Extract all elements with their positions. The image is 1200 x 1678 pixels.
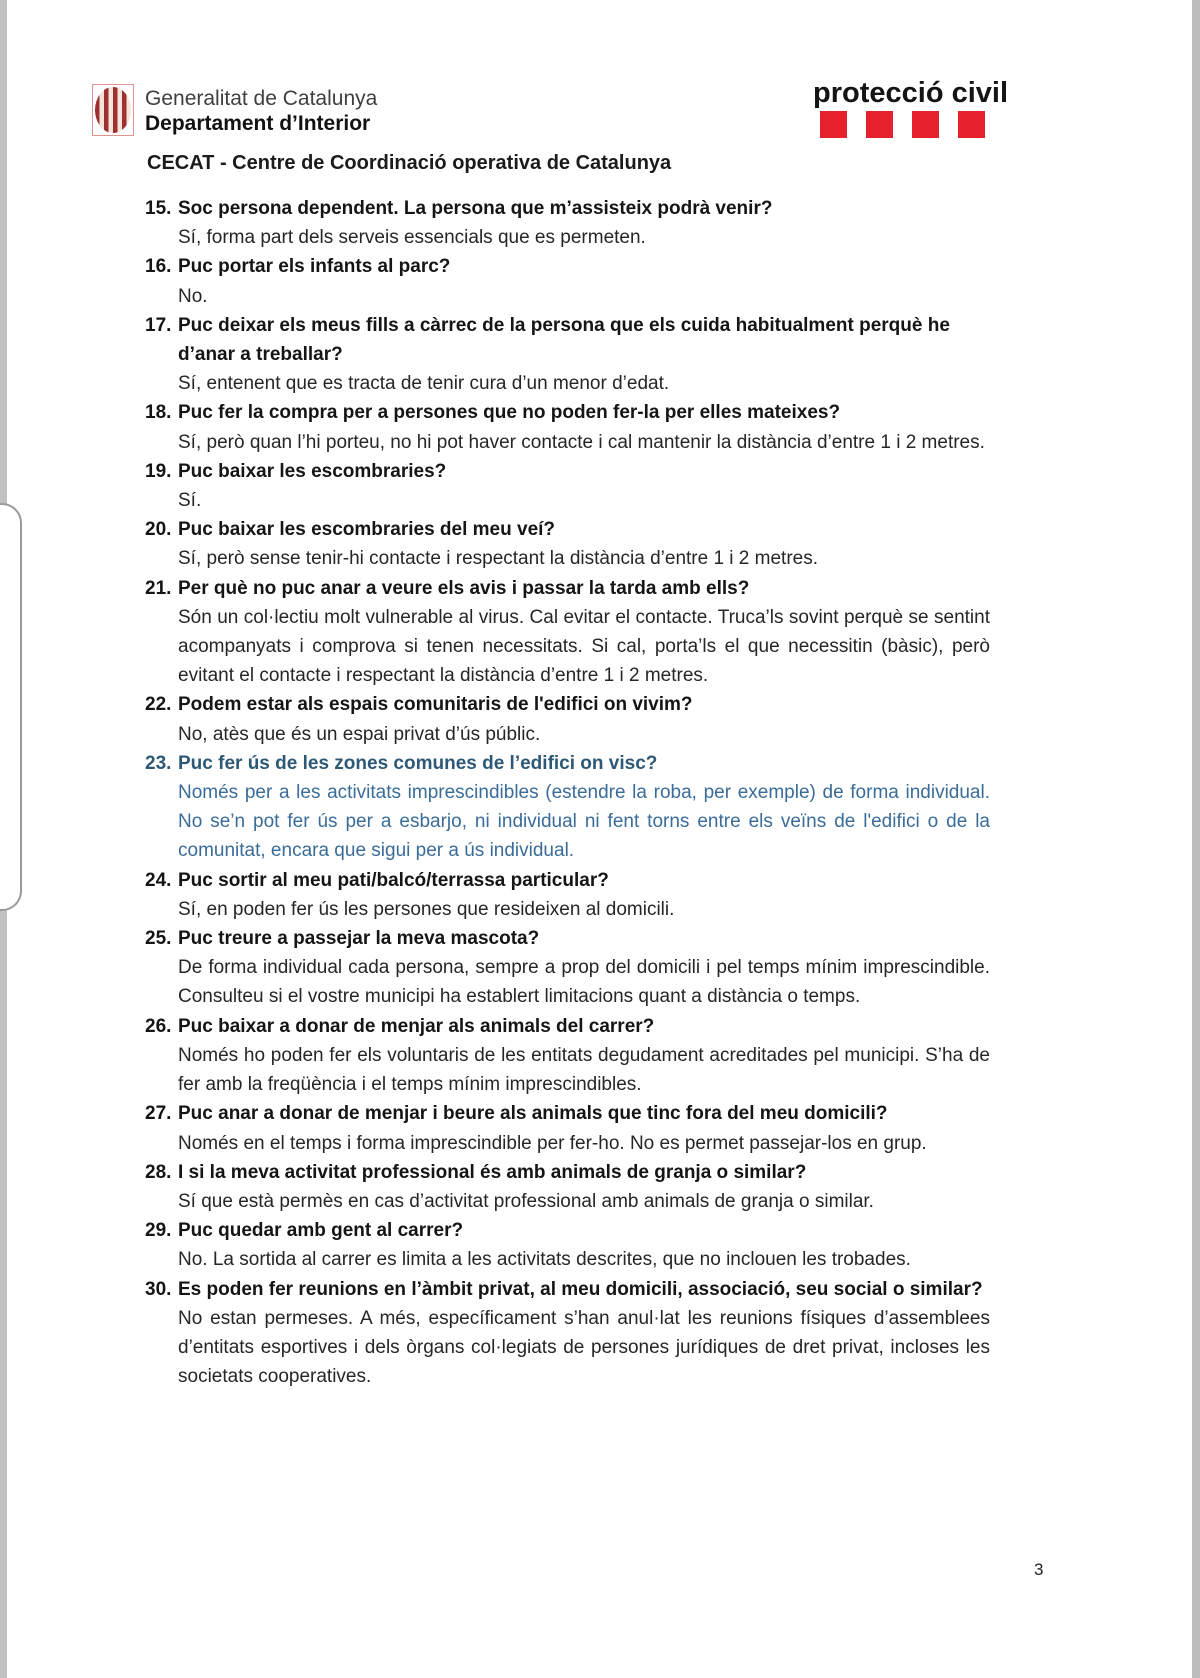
faq-question — [145, 690, 990, 719]
faq-answer: Sí, entenent que es tracta de tenir cura d’un menor d’edat. — [178, 373, 670, 395]
faq-item — [145, 398, 990, 456]
faq-question-text: Puc anar a donar de menjar i beure als animals que tinc fora del meu domicili? — [178, 1103, 888, 1125]
red-square-icon — [866, 111, 893, 138]
faq-item — [145, 924, 990, 1012]
faq-question — [145, 924, 990, 953]
faq-question-text: Podem estar als espais comunitaris de l'edifici on vivim? — [178, 694, 693, 716]
faq-question-text: Puc fer la compra per a persones que no poden fer-la per elles mateixes? — [178, 402, 841, 424]
faq-item — [145, 1099, 990, 1157]
faq-item — [145, 457, 990, 515]
faq-question — [145, 311, 990, 369]
faq-question-number: 17. — [145, 314, 172, 336]
page-number: 3 — [1034, 1560, 1044, 1579]
faq-question-number: 22. — [145, 694, 172, 716]
faq-answer: Sí, en poden fer ús les persones que resideixen al domicili. — [178, 898, 675, 920]
faq-question-number: 24. — [145, 869, 172, 891]
faq-question — [145, 1216, 990, 1245]
faq-question-text: Puc sortir al meu pati/balcó/terrassa particular? — [178, 869, 609, 891]
faq-answer: Sí. — [178, 490, 202, 512]
faq-item — [145, 749, 990, 866]
proteccio-civil-squares — [820, 111, 1008, 138]
faq-question — [145, 866, 990, 895]
faq-question-number: 25. — [145, 928, 172, 950]
faq-question-number: 19. — [145, 460, 172, 482]
faq-answer: Sí, forma part dels serveis essencials que es permeten. — [178, 227, 646, 249]
faq-item — [145, 1012, 990, 1100]
faq-question-text: Puc quedar amb gent al carrer? — [178, 1220, 464, 1242]
faq-item — [145, 252, 990, 310]
faq-answer: De forma individual cada persona, sempre a prop del domicili i pel temps mínim imprescindible. Consulteu si el vostre municipi ha establert limitacions quant a distància o temps. — [178, 957, 990, 1008]
faq-list — [145, 194, 990, 1391]
faq-question-number: 20. — [145, 519, 172, 541]
red-square-icon — [958, 111, 985, 138]
faq-answer: No, atès que és un espai privat d’ús públic. — [178, 723, 541, 745]
faq-question-text: Puc portar els infants al parc? — [178, 256, 451, 278]
faq-question — [145, 252, 990, 281]
red-square-icon — [912, 111, 939, 138]
faq-item — [145, 1275, 990, 1392]
faq-question-number: 23. — [145, 752, 172, 774]
faq-question — [145, 1158, 990, 1187]
faq-answer: Només ho poden fer els voluntaris de les entitats degudament acreditades pel municipi. S’ha de fer amb la freqüència i el temps mínim imprescindibles. — [178, 1044, 990, 1096]
faq-question-text: Soc persona dependent. La persona que m’assisteix podrà venir? — [178, 198, 773, 219]
cecat-subtitle: CECAT - Centre de Coordinació operativa de Catalunya — [147, 152, 672, 174]
faq-question — [145, 194, 990, 223]
faq-answer: No. La sortida al carrer es limita a les activitats descrites, que no inclouen les trobades. — [178, 1249, 911, 1271]
faq-answer: Només en el temps i forma imprescindible per fer-ho. No es permet passejar-los en grup. — [178, 1132, 927, 1154]
red-square-icon — [820, 111, 847, 138]
faq-answer: No estan permeses. A més, específicament s’han anul·lat les reunions físiques d’assemblees d’entitats esportives i dels òrgans col·legiats de persones jurídiques de dret privat, incloses les societats cooperatives. — [178, 1307, 990, 1388]
faq-item — [145, 574, 990, 691]
faq-question-text: Puc treure a passejar la meva mascota? — [178, 928, 540, 950]
logo-line2: Departament d’Interior — [145, 112, 371, 135]
proteccio-civil-logo — [813, 78, 1008, 138]
faq-question-text: Es poden fer reunions en l’àmbit privat, al meu domicili, associació, seu social o similar? — [178, 1278, 983, 1300]
faq-item — [145, 515, 990, 573]
faq-item — [145, 1158, 990, 1216]
faq-item — [145, 311, 990, 399]
faq-question — [145, 398, 990, 427]
faq-question — [145, 574, 990, 603]
faq-question — [145, 457, 990, 486]
faq-item — [145, 1216, 990, 1274]
faq-answer: Sí, però sense tenir-hi contacte i respectant la distància d’entre 1 i 2 metres. — [178, 548, 818, 570]
faq-question-number: 30. — [145, 1278, 172, 1300]
faq-answer: Només per a les activitats imprescindibles (estendre la roba, per exemple) de forma individual. No se’n pot fer ús per a esbarjo, ni individual ni fent torns entre els veïns de l'edifici o de la comunitat, encara que sigui per a ús individual. — [178, 782, 990, 862]
faq-item — [145, 194, 990, 252]
faq-question-number: 28. — [145, 1161, 172, 1183]
faq-answer: Sí que està permès en cas d’activitat professional amb animals de granja o similar. — [178, 1190, 874, 1212]
faq-question-number: 15. — [145, 198, 172, 219]
faq-item — [145, 690, 990, 748]
faq-question-number: 21. — [145, 577, 172, 599]
faq-question-number: 18. — [145, 402, 172, 424]
faq-question-number: 27. — [145, 1103, 172, 1125]
faq-item — [145, 866, 990, 924]
faq-answer: Són un col·lectiu molt vulnerable al virus. Cal evitar el contacte. Truca’ls sovint perquè se sentint acompanyats i comprova si tenen necessitats. Si cal, porta’ls el que necessitin (bàsic), però evitant el contacte i respectant la distància d’entre 1 i 2 metres. — [178, 606, 990, 687]
faq-question-text: Puc baixar a donar de menjar als animals del carrer? — [178, 1015, 655, 1037]
faq-question — [145, 749, 990, 778]
faq-question — [145, 1012, 990, 1041]
logo-line1: Generalitat de Catalunya — [145, 87, 378, 110]
faq-answer: Sí, però quan l’hi porteu, no hi pot haver contacte i cal mantenir la distància d’entre 1 i 2 metres. — [178, 431, 985, 453]
faq-question — [145, 1275, 990, 1304]
faq-question-text: I si la meva activitat professional és amb animals de granja o similar? — [178, 1161, 807, 1183]
viewer-right-edge — [1192, 0, 1200, 1678]
faq-question-text: Puc fer ús de les zones comunes de l’edifici on visc? — [178, 752, 658, 774]
generalitat-senyera-icon — [92, 84, 134, 136]
generalitat-logo-block — [92, 84, 377, 136]
faq-question-text: Puc deixar els meus fills a càrrec de la persona que els cuida habitualment perquè he d’anar a treballar? — [178, 314, 950, 366]
faq-question-text: Puc baixar les escombraries del meu veí? — [178, 519, 556, 541]
faq-question-number: 26. — [145, 1015, 172, 1037]
faq-question-number: 16. — [145, 256, 172, 278]
faq-question — [145, 1099, 990, 1128]
side-tab-handle — [0, 503, 22, 911]
faq-question-text: Puc baixar les escombraries? — [178, 460, 447, 482]
proteccio-civil-title: protecció civil — [813, 77, 1009, 109]
faq-question — [145, 515, 990, 544]
faq-question-number: 29. — [145, 1220, 172, 1242]
faq-question-text: Per què no puc anar a veure els avis i passar la tarda amb ells? — [178, 577, 750, 599]
faq-answer: No. — [178, 285, 208, 307]
